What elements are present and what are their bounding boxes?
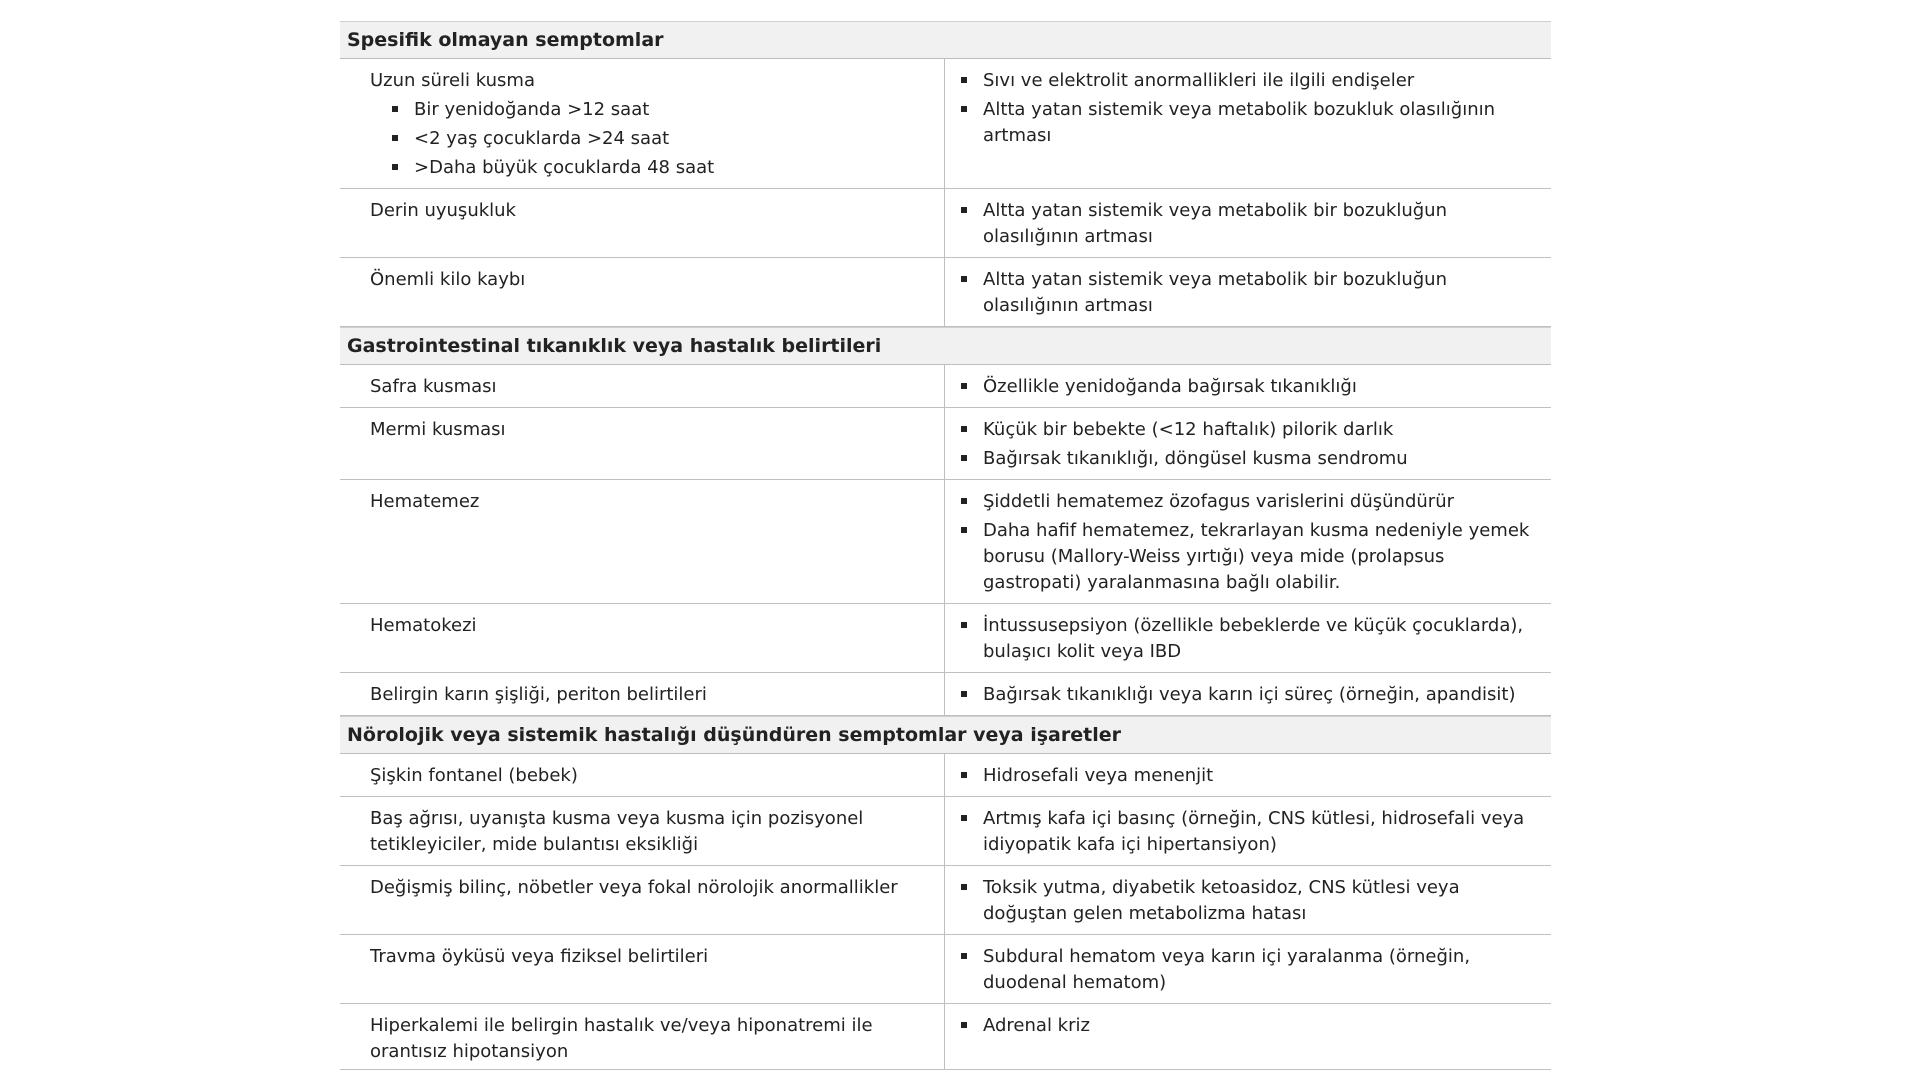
symptom-cell bbox=[340, 189, 945, 257]
symptom-cell bbox=[340, 604, 945, 672]
concern-item: Bağırsak tıkanıklığı veya karın içi süreç (örneğin, apandisit) bbox=[959, 682, 1535, 708]
concern-cell bbox=[945, 59, 1551, 188]
concern-item: Altta yatan sistemik veya metabolik bir bozukluğun olasılığının artması bbox=[959, 198, 1535, 250]
concern-item: Hidrosefali veya menenjit bbox=[959, 763, 1535, 789]
symptom-cell bbox=[340, 480, 945, 603]
table-row bbox=[340, 935, 1551, 1004]
concern-cell bbox=[945, 365, 1551, 407]
concern-item: Altta yatan sistemik veya metabolik bir bozukluğun olasılığının artması bbox=[959, 267, 1535, 319]
concern-item: Adrenal kriz bbox=[959, 1013, 1535, 1039]
concern-item: Toksik yutma, diyabetik ketoasidoz, CNS kütlesi veya doğuştan gelen metabolizma hatası bbox=[959, 875, 1535, 927]
section-header: Nörolojik veya sistemik hastalığı düşündüren semptomlar veya işaretler bbox=[340, 716, 1551, 754]
concern-cell bbox=[945, 480, 1551, 603]
symptom-label: Safra kusması bbox=[370, 376, 497, 397]
concern-cell bbox=[945, 754, 1551, 796]
concern-item: Şiddetli hematemez özofagus varislerini düşündürür bbox=[959, 489, 1535, 515]
symptom-cell bbox=[340, 866, 945, 934]
concern-item: Bağırsak tıkanıklığı, döngüsel kusma sendromu bbox=[959, 446, 1535, 472]
symptom-cell bbox=[340, 935, 945, 1003]
symptom-cell bbox=[340, 59, 945, 188]
concern-item: Subdural hematom veya karın içi yaralanma (örneğin, duodenal hematom) bbox=[959, 944, 1535, 996]
table-row bbox=[340, 1004, 1551, 1070]
symptom-cell bbox=[340, 797, 945, 865]
concern-item: Artmış kafa içi basınç (örneğin, CNS kütlesi, hidrosefali veya idiyopatik kafa içi hipertansiyon) bbox=[959, 806, 1535, 858]
concern-item: Sıvı ve elektrolit anormallikleri ile ilgili endişeler bbox=[959, 68, 1535, 94]
table-row bbox=[340, 866, 1551, 935]
symptom-label: Uzun süreli kusma bbox=[370, 70, 535, 91]
concern-item: Altta yatan sistemik veya metabolik bozukluk olasılığının artması bbox=[959, 97, 1535, 149]
symptom-label: Belirgin karın şişliği, periton belirtileri bbox=[370, 684, 707, 705]
concern-item: Özellikle yenidoğanda bağırsak tıkanıklığı bbox=[959, 374, 1535, 400]
symptom-label: Derin uyuşukluk bbox=[370, 200, 516, 221]
symptom-cell bbox=[340, 754, 945, 796]
symptom-label: Değişmiş bilinç, nöbetler veya fokal nörolojik anormallikler bbox=[370, 877, 898, 898]
symptom-sub-item: Bir yenidoğanda >12 saat bbox=[390, 97, 924, 123]
symptom-cell bbox=[340, 673, 945, 715]
table-row bbox=[340, 797, 1551, 866]
symptom-label: Önemli kilo kaybı bbox=[370, 269, 526, 290]
concern-item: Küçük bir bebekte (<12 haftalık) pilorik darlık bbox=[959, 417, 1535, 443]
symptom-sub-item: >Daha büyük çocuklarda 48 saat bbox=[390, 155, 924, 181]
concern-cell bbox=[945, 673, 1551, 715]
concern-cell bbox=[945, 935, 1551, 1003]
table-row bbox=[340, 480, 1551, 604]
concern-item: Daha hafif hematemez, tekrarlayan kusma nedeniyle yemek borusu (Mallory-Weiss yırtığı) veya mide (prolapsus gastropati) yaralanmasına bağlı olabilir. bbox=[959, 518, 1535, 596]
table-row bbox=[340, 189, 1551, 258]
table-row bbox=[340, 754, 1551, 797]
symptom-cell bbox=[340, 365, 945, 407]
symptom-label: Travma öyküsü veya fiziksel belirtileri bbox=[370, 946, 709, 967]
concern-cell bbox=[945, 797, 1551, 865]
section-header: Spesifik olmayan semptomlar bbox=[340, 21, 1551, 59]
table-row bbox=[340, 59, 1551, 189]
concern-cell bbox=[945, 866, 1551, 934]
symptom-label: Hematemez bbox=[370, 491, 480, 512]
concern-cell bbox=[945, 408, 1551, 479]
table-row bbox=[340, 408, 1551, 480]
symptom-label: Baş ağrısı, uyanışta kusma veya kusma için pozisyonel tetikleyiciler, mide bulantısı eksikliği bbox=[370, 808, 864, 855]
symptom-cell bbox=[340, 1004, 945, 1069]
table-row bbox=[340, 365, 1551, 408]
symptom-table bbox=[340, 21, 1551, 1070]
symptom-label: Hiperkalemi ile belirgin hastalık ve/veya hiponatremi ile orantısız hipotansiyon bbox=[370, 1015, 873, 1062]
symptom-cell bbox=[340, 408, 945, 479]
symptom-label: Şişkin fontanel (bebek) bbox=[370, 765, 578, 786]
table-row bbox=[340, 604, 1551, 673]
table-row bbox=[340, 673, 1551, 716]
symptom-cell bbox=[340, 258, 945, 326]
section-header: Gastrointestinal tıkanıklık veya hastalık belirtileri bbox=[340, 327, 1551, 365]
concern-cell bbox=[945, 258, 1551, 326]
concern-cell bbox=[945, 1004, 1551, 1069]
concern-cell bbox=[945, 604, 1551, 672]
table-row bbox=[340, 258, 1551, 327]
symptom-sub-item: <2 yaş çocuklarda >24 saat bbox=[390, 126, 924, 152]
symptom-label: Mermi kusması bbox=[370, 419, 506, 440]
symptom-label: Hematokezi bbox=[370, 615, 477, 636]
concern-cell bbox=[945, 189, 1551, 257]
concern-item: İntussusepsiyon (özellikle bebeklerde ve küçük çocuklarda), bulaşıcı kolit veya IBD bbox=[959, 613, 1535, 665]
